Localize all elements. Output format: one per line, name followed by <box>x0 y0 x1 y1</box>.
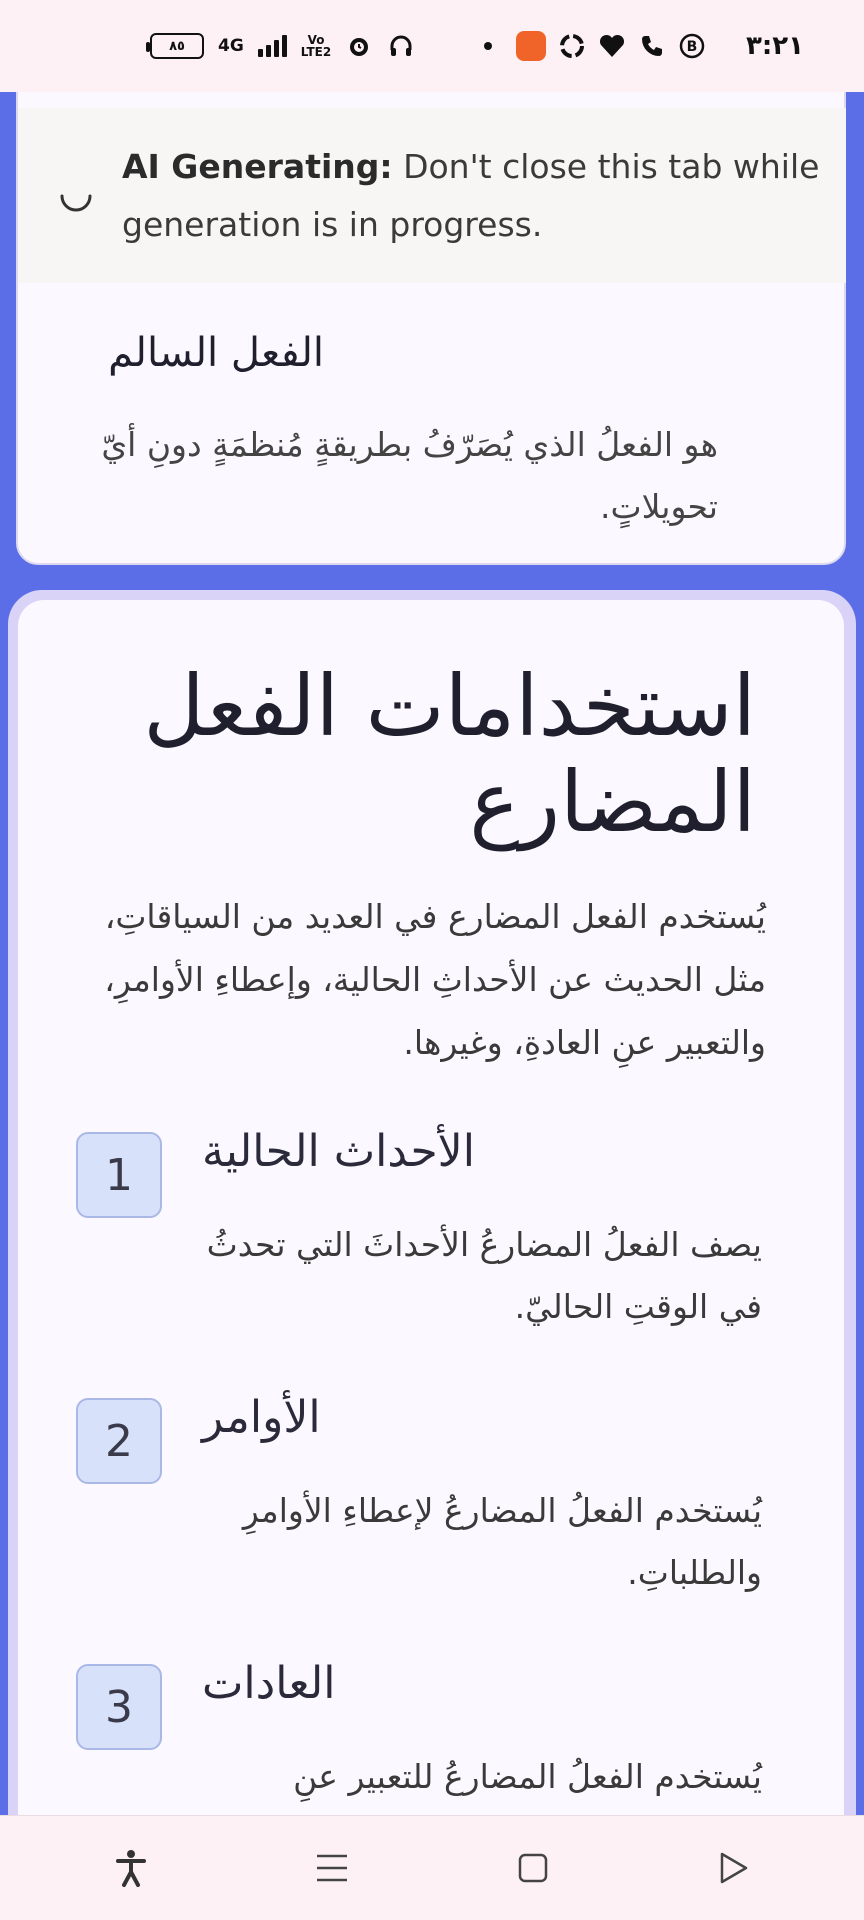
item-title: الأحداث الحالية <box>202 1126 475 1177</box>
ai-generating-banner <box>18 108 846 283</box>
heart-icon <box>598 32 626 60</box>
number-badge: 1 <box>76 1132 162 1218</box>
headphones-icon <box>387 32 415 60</box>
number-badge: 2 <box>76 1398 162 1484</box>
number-badge: 3 <box>76 1664 162 1750</box>
ai-banner-message: Don't close this tab while generation is in progress. <box>122 146 820 244</box>
volte-icon: Vo LTE2 <box>300 33 332 59</box>
phone-icon <box>638 32 666 60</box>
ai-banner-label: AI Generating: <box>122 146 393 186</box>
alarm-icon <box>345 32 373 60</box>
status-bar <box>0 0 864 92</box>
b-icon <box>678 32 706 60</box>
loading-spinner-icon <box>56 176 96 216</box>
card-heading: الفعل السالم <box>108 330 324 376</box>
battery-level: ٨٥ <box>169 38 185 54</box>
home-icon[interactable] <box>503 1838 563 1898</box>
item-description: يصف الفعلُ المضارعُ الأحداثَ التي تحدثُ في الوقتِ الحاليّ. <box>206 1225 762 1326</box>
back-icon[interactable] <box>704 1838 764 1898</box>
signal-icon <box>258 35 287 57</box>
card-text: هو الفعلُ الذي يُصَرّفُ بطريقةٍ مُنظمَةٍ دونِ أيّ تحويلاتٍ. <box>101 425 718 526</box>
item-title: الأوامر <box>202 1392 321 1443</box>
item-title: العادات <box>202 1658 336 1709</box>
list-item <box>76 1126 806 1352</box>
menu-icon[interactable] <box>302 1838 362 1898</box>
list-item <box>76 1392 806 1618</box>
item-description: يُستخدم الفعلُ المضارعُ لإعطاءِ الأوامرِ والطلباتِ. <box>242 1491 762 1592</box>
app-icon <box>516 31 546 61</box>
ai-banner-text <box>122 138 822 254</box>
section-intro: يُستخدم الفعل المضارع في العديد من السياقاتِ، مثل الحديث عن الأحداثِ الحالية، وإعطاءِ الأوامرِ، والتعبير عنِ العادةِ، وغيرها. <box>104 897 766 1062</box>
main-card <box>18 600 844 1815</box>
navigation-bar <box>0 1815 864 1920</box>
accessibility-icon[interactable] <box>101 1838 161 1898</box>
svg-text:B: B <box>686 39 698 55</box>
network-type: 4G <box>218 36 244 56</box>
dot-icon <box>484 42 492 50</box>
battery-icon <box>150 33 204 59</box>
item-description: يُستخدم الفعلُ المضارعُ للتعبير عنِ <box>293 1757 762 1796</box>
clock: ٣:٢١ <box>745 31 804 61</box>
section-title: استخدامات الفعل المضارع <box>143 657 756 851</box>
sync-icon <box>558 32 586 60</box>
